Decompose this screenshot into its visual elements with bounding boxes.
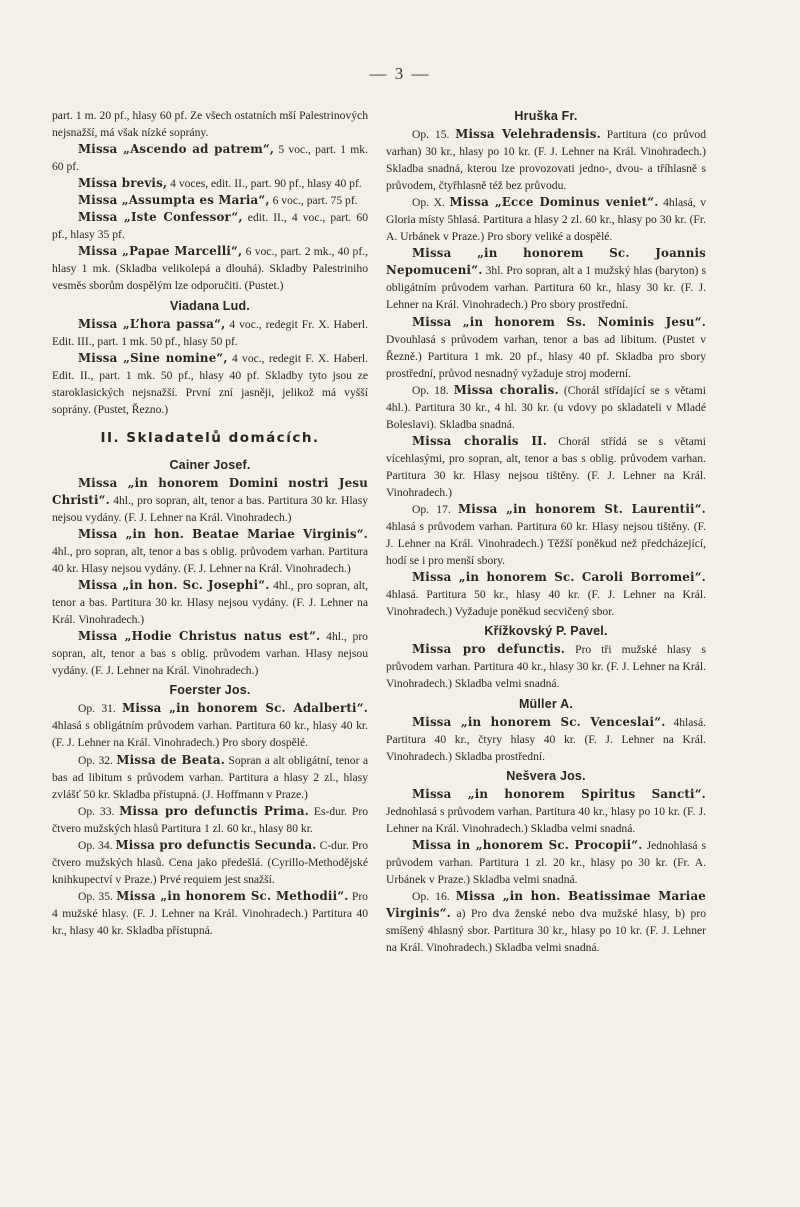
- entry-text: 4hl., pro sopran, alt, tenor a bas s oblig. průvodem varhan. Hlasy nejsou vydány. (F. J. Lehner na Král. Vinohradech.): [52, 630, 368, 678]
- entry: [386, 194, 706, 245]
- composer-heading: Müller A.: [518, 696, 574, 711]
- entry-title: Missa pro defunctis.: [412, 642, 566, 657]
- opus-number: Op. 16.: [412, 889, 456, 903]
- entry-text: 4 voc., redegit Fr. X. Haberl. Edit. III., part. 1 mk. 50 pf., hlasy 50 pf.: [52, 317, 368, 348]
- opus-number: Op. 18.: [412, 383, 454, 397]
- entry-text: part. 1 m. 20 pf., hlasy 60 pf. Ze všech ostatních mší Palestrinových nejsnažší, má však nízké soprány.: [52, 109, 368, 140]
- entry-title: Missa „in honorem Sc. Methodii“.: [116, 888, 349, 903]
- entry-text: 5 voc., part. 1 mk. 60 pf.: [52, 143, 368, 174]
- entry-text: 4hl., pro sopran, alt, tenor a bas. Partitura 30 kr. Hlasy nejsou vydány. (F. J. Lehner na Král. Vinohradech.): [52, 493, 368, 524]
- composer-heading: Cainer Josef.: [169, 457, 251, 472]
- entry-title: Missa pro defunctis Prima.: [119, 803, 310, 818]
- section-heading: II. Skladatelů domácích.: [100, 429, 320, 446]
- entry: [52, 752, 368, 803]
- entry: [52, 316, 368, 350]
- composer-heading: Nešvera Jos.: [506, 768, 586, 783]
- entry-text: 4 voc., redegit F. X. Haberl. Edit. II., part. 1 mk. 50 pf., hlasy 40 pf. Skladby tyto jsou ze staroklasických nejsnažší. První zní jasněji, jelikož má vyšší soprány. (Pustet, Řezno.): [52, 351, 368, 416]
- left-column: [52, 107, 368, 939]
- entry-title: Missa „in hon. Sc. Josephi“.: [78, 578, 270, 593]
- entry-title: Missa pro defunctis Secunda.: [115, 837, 317, 852]
- entry: [386, 888, 706, 956]
- entry-text: 4hl., pro sopran, alt, tenor a bas s oblig. průvodem varhan. Partitura 40 kr. Hlasy nejsou vydány. (F. J. Lehner na Král. Vinohradech.): [52, 544, 368, 576]
- entry: [52, 700, 368, 751]
- composer-heading: Hruška Fr.: [514, 109, 578, 123]
- entry-title: Missa „Iste Confessor“,: [78, 210, 243, 225]
- opus-number: Op. 15.: [412, 128, 456, 141]
- entry: [386, 786, 706, 837]
- entry-text: (Chorál střídající se s větami 4hl.). Partitura 30 kr., 4 hl. 30 kr. (u vdovy po skladateli v Mladé Boleslavi). Skladba snadná.: [386, 383, 706, 431]
- entry-text: 4 voces, edit. II., part. 90 pf., hlasy 40 pf.: [167, 177, 362, 191]
- entry-text: Chorál střídá se s větami vícehlasými, pro sopran, alt, tenor a bas s oblig. průvodem varhan. Partitura 30 kr. Hlasy nejsou tištěny. (F. J. Lehner na Král. Vinohradech.): [386, 434, 706, 499]
- entry-text: 4hlasá s obligátním průvodem varhan. Partitura 60 kr., hlasy 40 kr. (F. J. Lehner na Král. Vinohradech.) Pro sbory dospělé.: [52, 719, 368, 750]
- entry-title: Missa de Beata.: [116, 752, 226, 767]
- entry: [386, 837, 706, 888]
- opus-number: Op. 31.: [78, 702, 123, 716]
- page-number: — 3 —: [369, 64, 431, 83]
- entry-title: Missa brevis,: [78, 176, 168, 191]
- entry-text: Pro tři mužské hlasy s průvodem varhan. Partitura 40 kr., hlasy 30 kr. (F. J. Lehner na Král. Vinohradech.) Skladba velmi snadná.: [386, 643, 707, 691]
- entry: [52, 350, 368, 418]
- entry-text: 6 voc., part. 2 mk., 40 pf., hlasy 1 mk. (Skladba velikolepá a dlouhá). Skladby Palestriniho vesměs sborům dospělým lze odporučiti. (Pustet.): [52, 245, 368, 293]
- entry: [386, 382, 706, 433]
- composer-heading: Foerster Jos.: [169, 683, 251, 698]
- entry-title: Missa „in honorem Sc. Adalberti“.: [122, 701, 369, 716]
- entry-title: Missa in „honorem Sc. Procopii“.: [412, 837, 643, 852]
- entry: [52, 475, 368, 526]
- entry-text: Es-dur. Pro čtvero mužských hlasů Partitura 1 zl. 60 kr., hlasy 80 kr.: [52, 804, 369, 835]
- entry: [386, 433, 706, 501]
- opus-number: Op. 17.: [412, 503, 459, 517]
- entry: [52, 209, 368, 243]
- entry-title: Missa „in honorem Spiritus Sancti“.: [412, 786, 706, 801]
- entry-title: Missa „L’hora passa“,: [78, 316, 226, 331]
- entry: [386, 641, 706, 692]
- opus-number: Op. 35.: [78, 889, 117, 903]
- entry: [386, 714, 706, 765]
- entry-text: Sopran a alt obligátní, tenor a bas ad libitum s průvodem varhan. Partitura a hlasy 2 zl., hlasy zvlášť 50 kr. Skladba přístupná. (J. Hoffmann v Praze.): [52, 753, 368, 801]
- right-column: [386, 107, 706, 956]
- entry: [386, 126, 706, 194]
- entry-title: Missa „in hon. Beatissimae Mariae Virginis“.: [386, 888, 706, 920]
- entry-text: 3hl. Pro sopran, alt a 1 mužský hlas (baryton) s obligátním průvodem varhan. Partitura 60 kr., hlasy 30 kr. (F. J. Lehner na Král. Vinohradech.) Pro sbory prostřední.: [386, 264, 706, 312]
- entry-text: Dvouhlasá s průvodem varhan, tenor a bas ad libitum. (Pustet v Řezně.) Partitura 1 mk. 20 pf., hlasy 40 pf. Skladba pro sbory prostřední, průvod nesnadný vyžaduje stroj moderní.: [386, 332, 706, 380]
- entry-title: Missa „Papae Marcelli“,: [78, 244, 243, 259]
- entry-title: Missa „in honorem Sc. Venceslai“.: [412, 714, 666, 729]
- entry: [52, 803, 368, 837]
- entry-title: Missa „in honorem Sc. Caroli Borromei“.: [412, 570, 706, 585]
- entry: [386, 501, 706, 569]
- entry-text: edit. II., 4 voc., part. 60 pf., hlasy 35 pf.: [52, 211, 368, 242]
- composer-heading: Křížkovský P. Pavel.: [484, 624, 608, 639]
- entry: [52, 141, 368, 175]
- entry-title: Missa Velehradensis.: [455, 127, 601, 141]
- opus-number: Op. 34.: [78, 838, 116, 852]
- entry: [52, 888, 368, 939]
- entry-text: Jednohlasá s průvodem varhan. Partitura 40 kr., hlasy po 10 kr. (F. J. Lehner na Král. Vinohradech.) Skladba velmi snadná.: [386, 804, 706, 835]
- entry-text: a) Pro dva ženské nebo dva mužské hlasy, b) pro smíšený 4hlasný sbor. Partitura 30 kr., hlasy po 10 kr. (F. J. Lehner na Král. Vinohradech.) Skladba velmi snadná.: [386, 906, 706, 955]
- entry: [52, 243, 368, 294]
- opus-number: Op. 33.: [78, 804, 120, 818]
- entry-title: Missa „in honorem St. Laurentii“.: [458, 502, 706, 517]
- opus-number: Op. 32.: [78, 753, 117, 767]
- entry-title: Missa choralis II.: [412, 433, 548, 448]
- entry-title: Missa „in honorem Sc. Joannis Nepomuceni“.: [386, 246, 706, 278]
- entry-title: Missa „Assumpta es Maria“,: [78, 193, 270, 208]
- entry: [386, 314, 706, 382]
- opus-number: Op. X.: [412, 196, 450, 210]
- entry-text: 4hlasá, v Gloria místy 5hlasá. Partitura a hlasy 2 zl. 60 kr., hlasy po 30 kr. (Fr. A. Urbánek v Praze.) Pro sbory veliké a dospělé.: [386, 196, 706, 244]
- entry: [386, 245, 706, 313]
- entry-text: Partitura (co průvod varhan) 30 kr., hlasy po 10 kr. (F. J. Lehner na Král. Vinohradech.) Skladba snadná, kterou lze provozovati jedno-, dvou- a tříhlasně s průvodem, čtyřhlasně též bez průvodu.: [386, 128, 707, 193]
- entry-title: Missa „in hon. Beatae Mariae Virginis“.: [78, 526, 368, 541]
- entry-text: Jednohlasá s průvodem varhan. Partitura 1 zl. 20 kr., hlasy po 30 kr. (Fr. A. Urbánek v Praze.) Skladba velmi snadná.: [386, 838, 706, 886]
- entry-text: 6 voc., part. 75 pf.: [269, 194, 358, 208]
- entry: [52, 837, 368, 888]
- entry-title: Missa „in honorem Domini nostri Jesu Christi“.: [52, 475, 368, 507]
- entry-text: 4hl., pro sopran, alt, tenor a bas. Partitura 30 kr. Hlasy nejsou vydány. (F. J. Lehner na Král. Vinohradech.): [52, 579, 368, 627]
- entry-title: Missa choralis.: [453, 382, 559, 397]
- entry-text: Pro 4 mužské hlasy. (F. J. Lehner na Král. Vinohradech.) Partitura 40 kr., hlasy 40 kr. Skladba přístupná.: [52, 889, 368, 937]
- composer-heading: Viadana Lud.: [170, 298, 250, 313]
- entry: [52, 526, 368, 577]
- entry-title: Missa „Ascendo ad patrem“,: [78, 142, 275, 157]
- entry-title: Missa „in honorem Ss. Nominis Jesu“.: [412, 314, 706, 329]
- entry-text: C-dur. Pro čtvero mužských hlasů. Cena jako předešlá. (Cyrillo-Methodějské knihkupectví v Praze.) Prvé requiem jest snažší.: [52, 838, 368, 886]
- entry-text: 4hlasá. Partitura 40 kr., čtyry hlasy 40 kr. (F. J. Lehner na Král. Vinohradech.) Skladba prostřední.: [386, 715, 706, 763]
- entry: [52, 577, 368, 628]
- entry: [386, 569, 706, 620]
- entry-title: Missa „Ecce Dominus veniet“.: [449, 195, 659, 210]
- entry: [52, 175, 368, 192]
- entry: [52, 192, 368, 209]
- entry-title: Missa „Hodie Christus natus est“.: [78, 629, 321, 644]
- entry: [52, 628, 368, 679]
- entry-text: 4hlasá s průvodem varhan. Partitura 60 kr. Hlasy nejsou tištěny. (F. J. Lehner na Král. Vinohradech.) Těžší poněkud než předcházející, hodí se i pro menší sbory.: [386, 520, 706, 568]
- entry-title: Missa „Sine nomine“,: [78, 350, 228, 365]
- entry-text: 4hlasá. Partitura 50 kr., hlasy 40 kr. (F. J. Lehner na Král. Vinohradech.) Vyžaduje poněkud secvičený sbor.: [386, 588, 706, 619]
